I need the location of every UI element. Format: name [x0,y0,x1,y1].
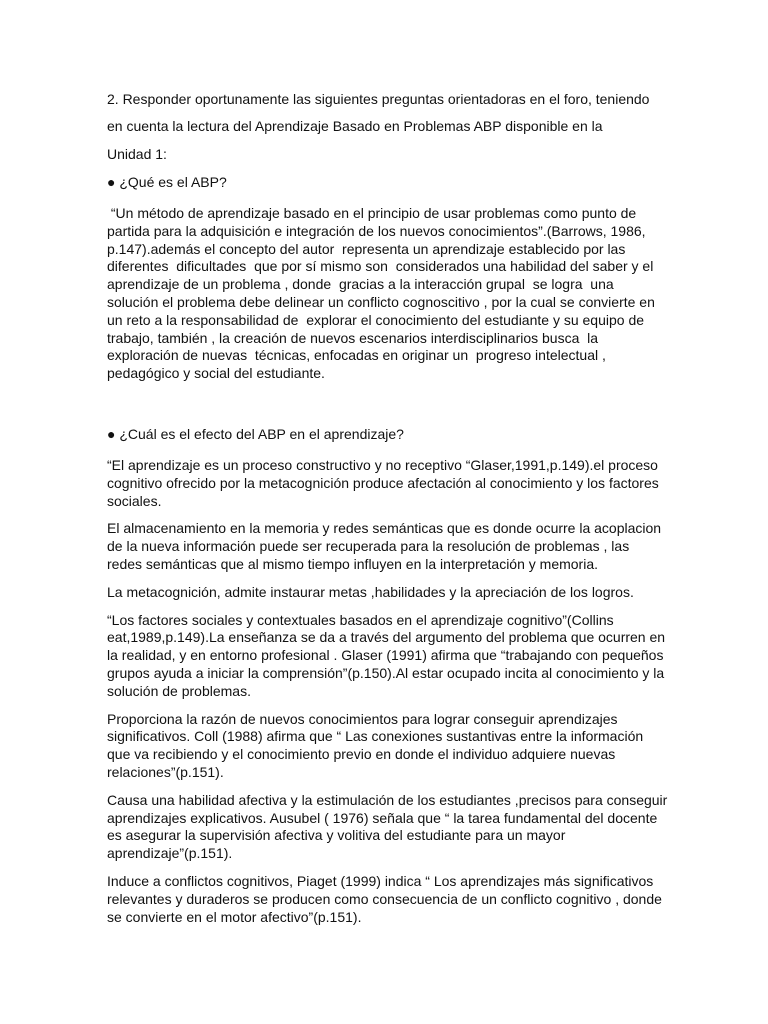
intro-line-2: en cuenta la lectura del Aprendizaje Basado en Problemas ABP disponible en la [107,118,603,134]
answer-2-paragraph: Induce a conflictos cognitivos, Piaget (1999) indica “ Los aprendizajes más significativos relevantes y duraderos se producen como consecuencia de un conflicto cognitivo , donde se convierte en el motor afectivo”(p.151). [107,872,662,925]
answer-2-paragraph: El almacenamiento en la memoria y redes semánticas que es donde ocurre la acoplacion de la nueva información puede ser recuperada para la resolución de problemas , las redes semánticas que al mismo tiempo influyen en la interpretación y memoria. [107,520,662,572]
section-spacer [107,393,668,425]
question-1-heading: ● ¿Qué es el ABP? [107,174,227,190]
question-2-heading: ● ¿Cuál es el efecto del ABP en el aprendizaje? [107,425,404,442]
answer-2-paragraph: Causa una habilidad afectiva y la estimulación de los estudiantes ,precisos para conseguir aprendizajes explicativos. Ausubel ( 1976) señala que “ la tarea fundamental del docente es asegurar la supervisión afectiva y volitiva del estudiante para un mayor aprendizaje”(p.151). [107,791,668,862]
intro-line-1: 2. Responder oportunamente las siguientes preguntas orientadoras en el foro, teniendo [107,91,650,107]
answer-2-paragraph: Proporciona la razón de nuevos conocimientos para lograr conseguir aprendizajes significativos. Coll (1988) afirma que “ Las conexiones sustantivas entre la información que va recibiendo y el conocimiento previo en donde el individuo adquiere nuevas relaciones”(p.151). [107,710,644,780]
answer-2-paragraph: “El aprendizaje es un proceso constructivo y no receptivo “Glaser,1991,p.149).el proceso cognitivo ofrecido por la metacognición produce afectación al conocimiento y los factores sociales. [107,456,659,509]
intro-line-3: Unidad 1: [107,146,167,162]
answer-1-paragraph: “Un método de aprendizaje basado en el principio de usar problemas como punto de partida para la adquisición e integración de los nuevos conocimientos”.(Barrows, 1986, p.147).además el concepto del autor representa un aprendizaje establecido por las diferentes dificultades que por sí mismo son considerados una habilidad del saber y el aprendizaje de un problema , donde gracias a la interacción grupal se logra una solución el problema debe delinear un conflicto cognoscitivo , por la cual se convierte en un reto a la responsabilidad de explorar el conocimiento del estudiante y su equipo de trabajo, también , la creación de nuevos escenarios interdisciplinarios busca la exploración de nuevas técnicas, enfocadas en originar un progreso intelectual , pedagógico y social del estudiante. [107,205,659,382]
answer-2-paragraph: La metacognición, admite instaurar metas ,habilidades y la apreciación de los logros. [107,583,634,600]
answer-2-paragraph: “Los factores sociales y contextuales basados en el aprendizaje cognitivo”(Collins eat,1989,p.149).La enseñanza se da a través del argumento del problema que ocurren en la realidad, y en entorno profesional . Glaser (1991) afirma que “trabajando con pequeños grupos ayuda a iniciar la comprensión”(p.150).Al estar ocupado incita al conocimiento y la solución de problemas. [107,611,666,699]
